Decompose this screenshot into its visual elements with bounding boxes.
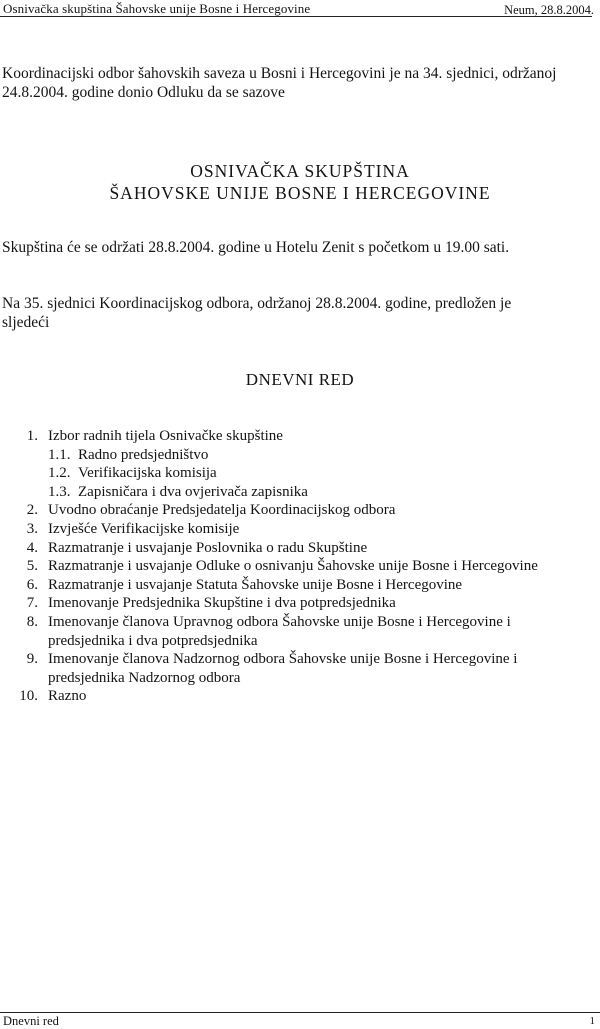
agenda-item <box>0 427 600 446</box>
agenda-title: DNEVNI RED <box>245 370 355 389</box>
document-title-line-2: ŠAHOVSKE UNIJE BOSNE I HERCEGOVINE <box>109 183 491 203</box>
agenda-item-text: Razmatranje i usvajanje Odluke o osnivanju Šahovske unije Bosne i Hercegovine <box>48 558 538 575</box>
footer-rule <box>0 1012 600 1013</box>
agenda-item-text: Izvješće Verifikacijske komisije <box>48 520 240 537</box>
intro-line-2: 24.8.2004. godine donio Odluku da se sazove <box>2 84 285 101</box>
agenda-item <box>0 613 600 632</box>
agenda-item-text: predsjednika Nadzornog odbora <box>48 669 241 686</box>
intro-line-1: Koordinacijski odbor šahovskih saveza u Bosni i Hercegovini je na 34. sjednici, održanoj <box>2 65 557 82</box>
agenda-item <box>0 501 600 520</box>
agenda-subitem-text: Verifikacijska komisija <box>78 465 217 482</box>
agenda-item-text: Imenovanje članova Nadzornog odbora Šahovske unije Bosne i Hercegovine i <box>48 651 518 668</box>
agenda-item-text: predsjednika i dva potpredsjednika <box>48 632 258 649</box>
agenda-item <box>0 520 600 539</box>
page-header <box>0 0 600 18</box>
agenda-subitem-number: 1.1. <box>48 446 71 463</box>
agenda-item-number: 7. <box>26 595 38 612</box>
agenda-item-continuation <box>0 669 600 688</box>
session-line-2: sljedeći <box>2 314 50 331</box>
agenda-item <box>0 557 600 576</box>
agenda-item <box>0 594 600 613</box>
venue-paragraph: Skupština će se održati 28.8.2004. godine u Hotelu Zenit s početkom u 19.00 sati. <box>2 239 510 256</box>
footer-label: Dnevni red <box>3 1014 59 1028</box>
agenda-item <box>0 687 600 706</box>
agenda-item-number: 6. <box>26 576 38 593</box>
agenda-item-continuation <box>0 632 600 651</box>
agenda-item-number: 5. <box>26 558 38 575</box>
document-title-line-1: OSNIVAČKA SKUPŠTINA <box>190 161 410 181</box>
agenda-item-number: 2. <box>26 502 38 519</box>
session-paragraph <box>2 294 511 332</box>
agenda-subitem-text: Zapisničara i dva ovjerivača zapisnika <box>78 483 308 500</box>
intro-paragraph <box>2 64 556 102</box>
header-title: Osnivačka skupština Šahovske unije Bosne i Hercegovine <box>3 1 311 16</box>
agenda-subitem-number: 1.2. <box>48 465 71 482</box>
agenda-item-number: 3. <box>26 520 38 537</box>
agenda-list <box>0 427 600 706</box>
agenda-item-number: 1. <box>26 428 38 444</box>
agenda-item-text: Razno <box>48 688 87 705</box>
agenda-item <box>0 539 600 558</box>
agenda-item-number: 9. <box>26 651 38 668</box>
agenda-subitem-text: Radno predsjedništvo <box>78 446 209 463</box>
header-date: Neum, 28.8.2004. <box>504 3 594 17</box>
agenda-subitem <box>0 464 600 483</box>
header-rule <box>0 16 592 17</box>
agenda-subitem-number: 1.3. <box>48 483 71 500</box>
agenda-item <box>0 576 600 595</box>
agenda-item-number: 4. <box>26 539 38 556</box>
agenda-item <box>0 650 600 669</box>
session-line-1: Na 35. sjednici Koordinacijskog odbora, održanoj 28.8.2004. godine, predložen je <box>2 295 512 312</box>
agenda-item-text: Imenovanje članova Upravnog odbora Šahovske unije Bosne i Hercegovine i <box>48 613 511 630</box>
agenda-item-text: Uvodno obraćanje Predsjedatelja Koordinacijskog odbora <box>48 502 396 519</box>
agenda-subitem <box>0 446 600 465</box>
agenda-item-text: Razmatranje i usvajanje Poslovnika o radu Skupštine <box>48 539 368 556</box>
page-number: 1 <box>589 1015 595 1027</box>
agenda-item-text: Razmatranje i usvajanje Statuta Šahovske unije Bosne i Hercegovine <box>48 576 463 593</box>
agenda-item-text: Imenovanje Predsjednika Skupštine i dva potpredsjednika <box>48 595 396 612</box>
agenda-item-text: Izbor radnih tijela Osnivačke skupštine <box>48 428 283 444</box>
agenda-subitem <box>0 483 600 502</box>
agenda-item-number: 8. <box>26 613 38 630</box>
agenda-item-number: 10. <box>19 688 38 705</box>
